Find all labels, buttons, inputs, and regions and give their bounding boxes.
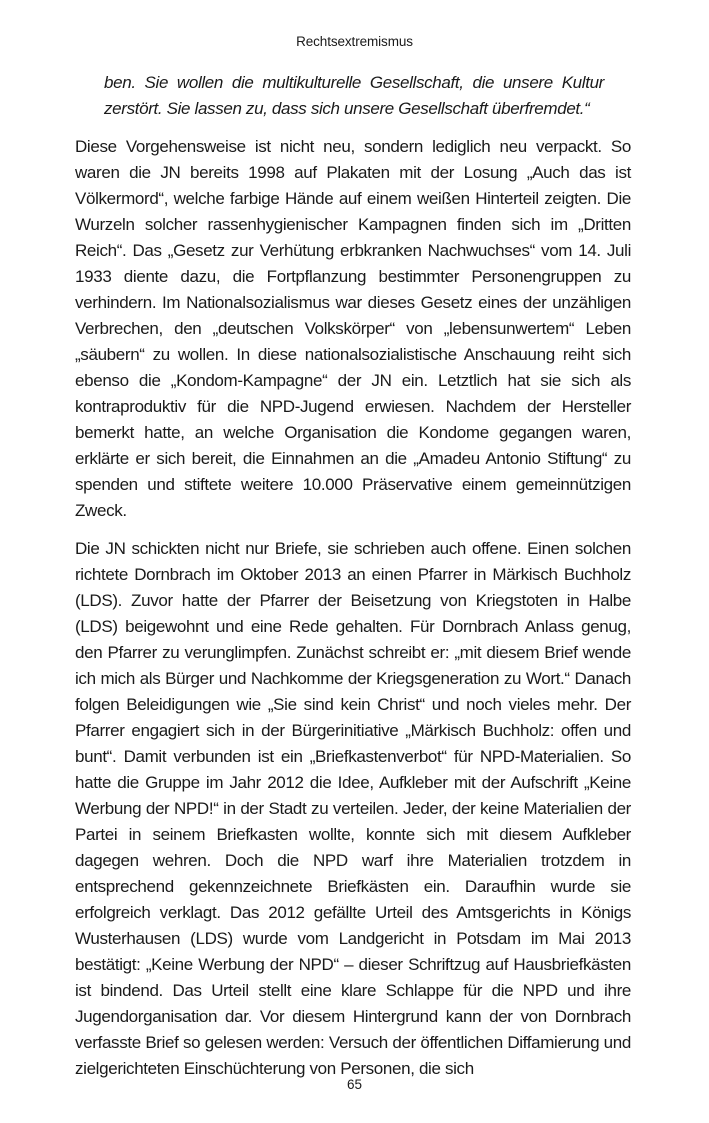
paragraph-1: Diese Vorgehensweise ist nicht neu, sondern lediglich neu verpackt. So waren die JN bereits 1998 auf Plakaten mit der Losung „Auch das ist Völkermord“, welche farbige Hände auf einem weißen Hinterteil zeigten. Die Wurzeln solcher rassenhygienischer Kampagnen finden sich im „Dritten Reich“. Das „Gesetz zur Verhütung erbkranken Nachwuchses“ vom 14. Juli 1933 diente dazu, die Fortpflanzung bestimmter Personengruppen zu verhindern. Im Nationalsozialismus war dieses Gesetz eines der unzähligen Verbrechen, den „deutschen Volkskörper“ von „lebensunwertem“ Leben „säubern“ zu wollen. In diese nationalsozialistische Anschauung reiht sich ebenso die „Kondom-Kampagne“ der JN ein. Letztlich hat sie sich als kontraproduktiv für die NPD-Jugend erwiesen. Nachdem der Hersteller bemerkt hatte, an welche Organisation die Kondome gegangen waren, erklärte er sich bereit, die Einnahmen an die „Amadeu Antonio Stiftung“ zu spenden und stiftete weitere 10.000 Präservative einem gemeinnützigen Zweck. (75, 137, 631, 520)
block-quote (104, 70, 604, 122)
body-text (75, 134, 631, 1082)
running-header: Rechtsextremismus (296, 34, 413, 49)
paragraph-2: Die JN schickten nicht nur Briefe, sie schrieben auch offene. Einen solchen richtete Dornbrach im Oktober 2013 an einen Pfarrer in Märkisch Buchholz (LDS). Zuvor hatte der Pfarrer der Beisetzung von Kriegstoten in Halbe (LDS) beigewohnt und eine Rede gehalten. Für Dornbrach Anlass genug, den Pfarrer zu verunglimpfen. Zunächst schreibt er: „mit diesem Brief wende ich mich als Bürger und Nachkomme der Kriegsgeneration zu Wort.“ Danach folgen Beleidigungen wie „Sie sind kein Christ“ und noch vieles mehr. Der Pfarrer engagiert sich in der Bürgerinitiative „Märkisch Buchholz: offen und bunt“. Damit verbunden ist ein „Briefkastenverbot“ für NPD-Materialien. So hatte die Gruppe im Jahr 2012 die Idee, Aufkleber mit der Aufschrift „Keine Werbung der NPD!“ in der Stadt zu verteilen. Jeder, der keine Materialien der Partei in seinem Briefkasten wollte, konnte sich mit diesem Aufkleber dagegen wehren. Doch die NPD warf ihre Materialien trotzdem in entsprechend gekennzeichnete Briefkästen ein. Daraufhin wurde sie erfolgreich verklagt. Das 2012 gefällte Urteil des Amtsgerichts in Königs Wusterhausen (LDS) wurde vom Landgericht in Potsdam im Mai 2013 bestätigt: „Keine Werbung der NPD“ – dieser Schriftzug auf Hausbriefkästen ist bindend. Das Urteil stellt eine klare Schlappe für die NPD und ihre Jugendorganisation dar. Vor diesem Hintergrund kann der von Dornbrach verfasste Brief so gelesen werden: Versuch der öffentlichen Diffamierung und zielgerichteten Einschüchterung von Personen, die sich (75, 539, 631, 1078)
quote-text: ben. Sie wollen die multikulturelle Gesellschaft, die unsere Kultur zerstört. Sie lassen zu, dass sich unsere Gesellschaft überfremdet.“ (104, 73, 604, 118)
page-number: 65 (346, 1077, 363, 1092)
